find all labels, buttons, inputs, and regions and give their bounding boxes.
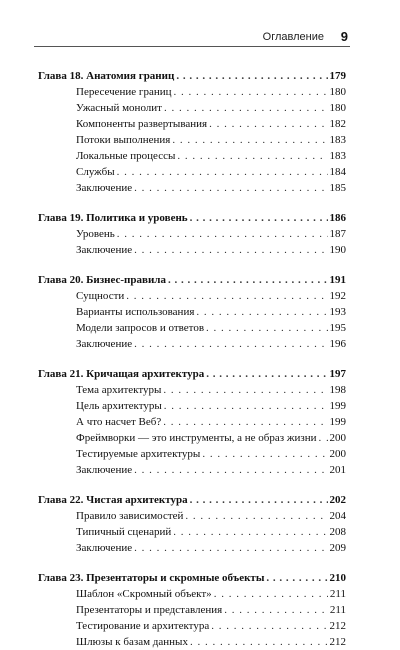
toc-chapter-22[interactable] [38, 492, 346, 508]
section-title: Заключение [76, 338, 133, 350]
section-page: 183 [329, 150, 346, 162]
page-number: 9 [340, 29, 348, 44]
toc-section[interactable] [38, 586, 346, 602]
section-title: Правило зависимостей [76, 510, 184, 522]
chapter-title: Глава 20. Бизнес-правила [38, 274, 166, 286]
dot-leader [202, 446, 327, 462]
section-title: Шаблон «Скромный объект» [76, 588, 212, 600]
toc-section[interactable] [38, 180, 346, 196]
dot-leader [173, 84, 327, 100]
toc-section[interactable] [38, 634, 346, 650]
dot-leader [134, 462, 327, 478]
running-header-title: Оглавление [262, 31, 324, 43]
section-title: Заключение [76, 244, 133, 256]
section-page: 180 [329, 102, 346, 114]
section-title: Пересечение границ [76, 86, 172, 98]
dot-leader [117, 164, 328, 180]
chapter-page: 210 [329, 572, 346, 584]
dot-leader [190, 634, 328, 650]
toc-chapter-23[interactable] [38, 570, 346, 586]
chapter-gap [38, 196, 346, 206]
section-page: 180 [329, 86, 346, 98]
section-title: Типичный сценарий [76, 526, 172, 538]
toc-section[interactable] [38, 414, 346, 430]
dot-leader [185, 508, 327, 524]
running-header [34, 30, 350, 47]
section-page: 187 [329, 228, 346, 240]
section-page: 200 [329, 432, 346, 444]
toc-section[interactable] [38, 430, 346, 446]
section-title: Шлюзы к базам данных [76, 636, 188, 648]
section-title: Заключение [76, 542, 133, 554]
chapter-page: 191 [329, 274, 346, 286]
section-page: 208 [329, 526, 346, 538]
section-title: Тестируемые архитектуры [76, 448, 201, 460]
toc-section[interactable] [38, 148, 346, 164]
chapter-title: Глава 23. Презентаторы и скромные объекты [38, 572, 265, 584]
dot-leader [134, 180, 327, 196]
chapter-gap [38, 478, 346, 488]
section-title: Потоки выполнения [76, 134, 171, 146]
section-page: 184 [329, 166, 346, 178]
section-page: 192 [329, 290, 346, 302]
section-title: Ужасный монолит [76, 102, 162, 114]
section-title: Фреймворки — это инструменты, а не образ жизни [76, 432, 317, 444]
dot-leader [176, 68, 327, 84]
table-of-contents [38, 64, 346, 650]
toc-section[interactable] [38, 100, 346, 116]
chapter-title: Глава 21. Кричащая архитектура [38, 368, 205, 380]
chapter-page: 179 [329, 70, 346, 82]
toc-section[interactable] [38, 398, 346, 414]
section-page: 190 [329, 244, 346, 256]
toc-section[interactable] [38, 524, 346, 540]
toc-section[interactable] [38, 382, 346, 398]
section-page: 185 [329, 182, 346, 194]
dot-leader [164, 100, 328, 116]
toc-section[interactable] [38, 602, 346, 618]
toc-section[interactable] [38, 446, 346, 462]
section-title: Презентаторы и представления [76, 604, 223, 616]
toc-chapter-18[interactable] [38, 68, 346, 84]
dot-leader [206, 320, 327, 336]
section-page: 211 [329, 588, 346, 600]
chapter-page: 202 [329, 494, 346, 506]
toc-chapter-20[interactable] [38, 272, 346, 288]
section-page: 212 [329, 636, 346, 648]
chapter-title: Глава 22. Чистая архитектура [38, 494, 188, 506]
dot-leader [168, 272, 328, 288]
section-title: Службы [76, 166, 115, 178]
dot-leader [196, 304, 327, 320]
section-title: Локальные процессы [76, 150, 176, 162]
section-page: 204 [329, 510, 346, 522]
toc-section[interactable] [38, 540, 346, 556]
section-title: Цель архитектуры [76, 400, 162, 412]
toc-section[interactable] [38, 462, 346, 478]
section-title: Заключение [76, 182, 133, 194]
dot-leader [164, 398, 328, 414]
section-page: 200 [329, 448, 346, 460]
dot-leader [117, 226, 328, 242]
dot-leader [173, 524, 327, 540]
dot-leader [177, 148, 327, 164]
section-page: 198 [329, 384, 346, 396]
toc-section[interactable] [38, 164, 346, 180]
section-title: Заключение [76, 464, 133, 476]
section-title: Уровень [76, 228, 115, 240]
section-title: Модели запросов и ответов [76, 322, 205, 334]
dot-leader [134, 336, 327, 352]
dot-leader [190, 210, 328, 226]
toc-section[interactable] [38, 288, 346, 304]
chapter-gap [38, 258, 346, 268]
dot-leader [163, 414, 327, 430]
section-title: Варианты использования [76, 306, 195, 318]
dot-leader [209, 116, 327, 132]
toc-chapter-21[interactable] [38, 366, 346, 382]
section-page: 196 [329, 338, 346, 350]
section-page: 209 [329, 542, 346, 554]
chapter-title: Глава 18. Анатомия границ [38, 70, 175, 82]
toc-chapter-19[interactable] [38, 210, 346, 226]
section-page: 182 [329, 118, 346, 130]
section-page: 195 [329, 322, 346, 334]
section-page: 193 [329, 306, 346, 318]
dot-leader [134, 540, 327, 556]
dot-leader [134, 242, 327, 258]
dot-leader [172, 132, 327, 148]
section-title: Тема архитектуры [76, 384, 162, 396]
chapter-gap [38, 352, 346, 362]
section-title: А что насчет Веб? [76, 416, 162, 428]
section-page: 199 [329, 416, 346, 428]
dot-leader [190, 492, 328, 508]
section-page: 183 [329, 134, 346, 146]
dot-leader [318, 430, 327, 446]
section-page: 212 [329, 620, 346, 632]
toc-section[interactable] [38, 226, 346, 242]
section-page: 199 [329, 400, 346, 412]
toc-section[interactable] [38, 132, 346, 148]
dot-leader [211, 618, 327, 634]
section-page: 211 [329, 604, 346, 616]
toc-section[interactable] [38, 336, 346, 352]
section-title: Компоненты развертывания [76, 118, 208, 130]
chapter-title: Глава 19. Политика и уровень [38, 212, 188, 224]
toc-section[interactable] [38, 304, 346, 320]
toc-section[interactable] [38, 508, 346, 524]
dot-leader [214, 586, 328, 602]
dot-leader [266, 570, 327, 586]
toc-section[interactable] [38, 242, 346, 258]
section-title: Тестирование и архитектура [76, 620, 210, 632]
dot-leader [163, 382, 327, 398]
dot-leader [126, 288, 327, 304]
toc-section[interactable] [38, 84, 346, 100]
section-page: 201 [329, 464, 346, 476]
chapter-page: 186 [329, 212, 346, 224]
dot-leader [224, 602, 328, 618]
toc-section[interactable] [38, 618, 346, 634]
chapter-page: 197 [329, 368, 346, 380]
toc-section[interactable] [38, 116, 346, 132]
section-title: Сущности [76, 290, 125, 302]
dot-leader [206, 366, 327, 382]
toc-section[interactable] [38, 320, 346, 336]
